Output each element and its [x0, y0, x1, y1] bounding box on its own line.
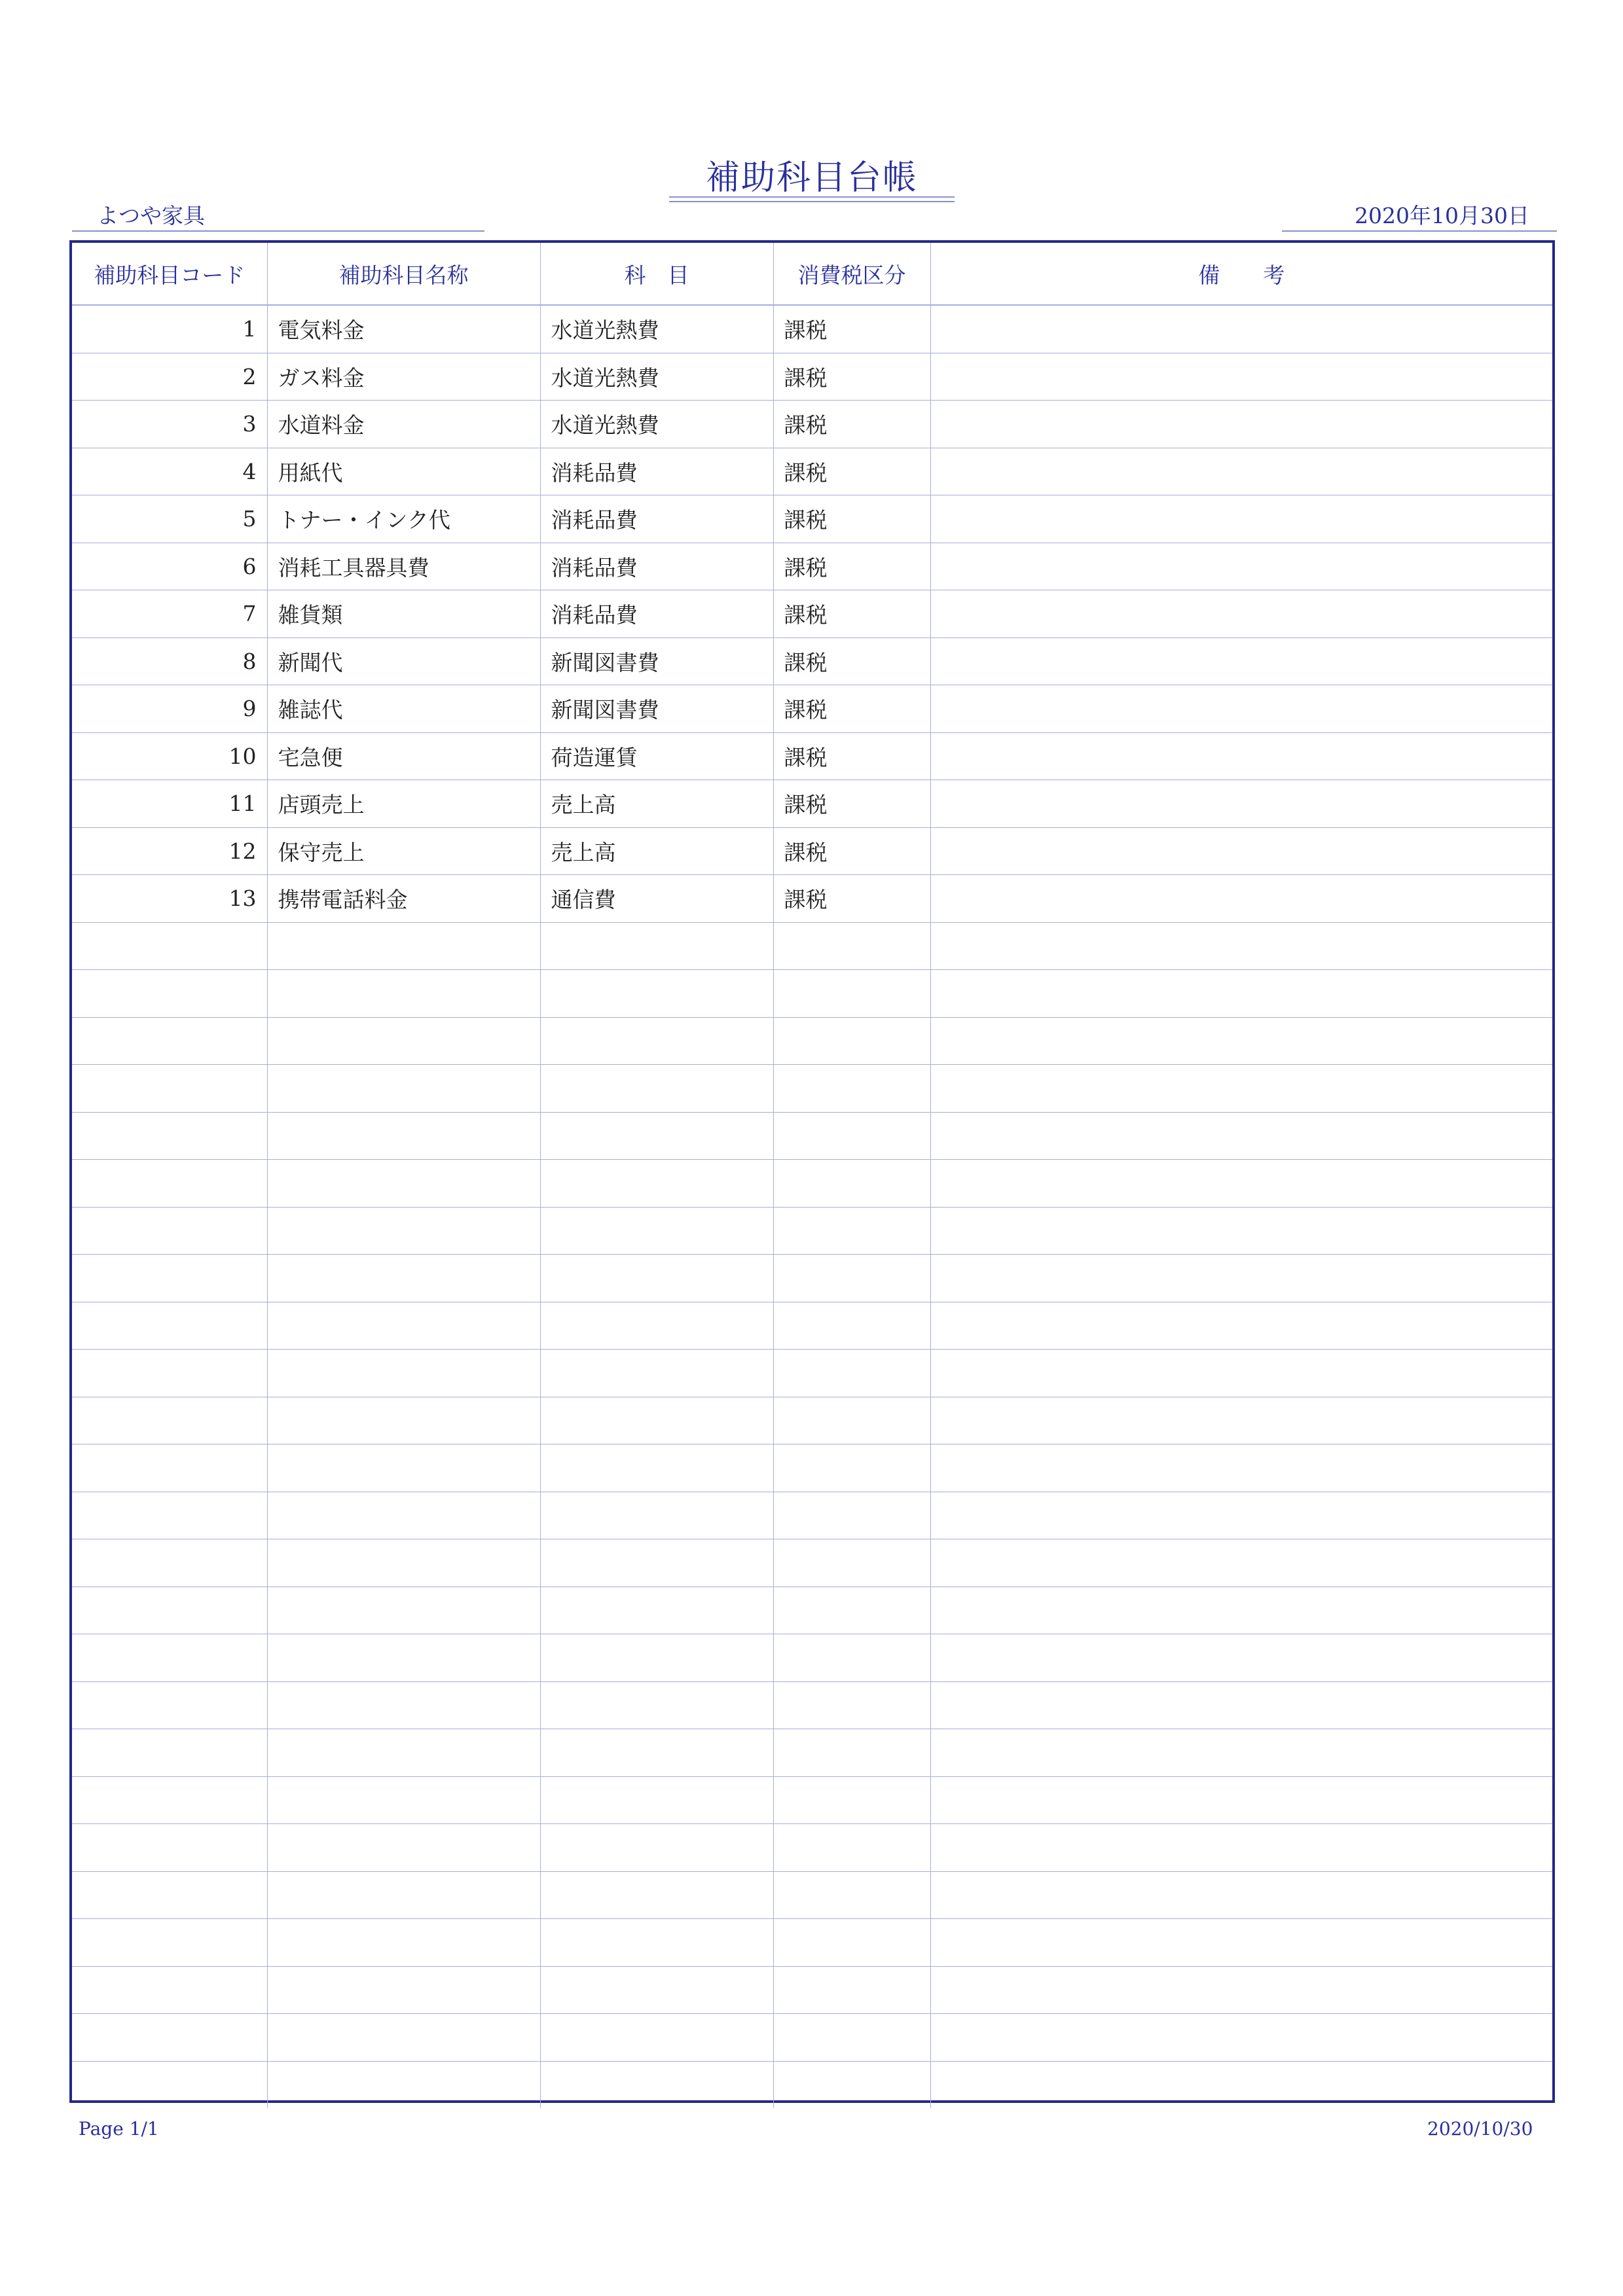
cell-note: [930, 922, 1552, 970]
cell-code: 7: [72, 590, 267, 638]
cell-note: [930, 1017, 1552, 1065]
cell-code: 8: [72, 637, 267, 685]
cell-account: [540, 970, 773, 1018]
cell-tax: [773, 1824, 930, 1872]
cell-name: [267, 1966, 540, 2014]
cell-note: [930, 1444, 1552, 1492]
table-row: [72, 1160, 1552, 1208]
company-name: よつや家具: [72, 200, 484, 232]
cell-name: 新聞代: [267, 637, 540, 685]
cell-name: 雑誌代: [267, 685, 540, 733]
cell-note: [930, 1587, 1552, 1634]
cell-name: 店頭売上: [267, 780, 540, 828]
cell-account: 売上高: [540, 827, 773, 875]
cell-tax: [773, 970, 930, 1018]
cell-name: [267, 1919, 540, 1967]
cell-account: [540, 922, 773, 970]
table-row: [72, 875, 1552, 923]
cell-note: [930, 353, 1552, 401]
cell-tax: [773, 1919, 930, 1967]
column-header-code: 補助科目コード: [72, 243, 267, 305]
column-header-tax: 消費税区分: [773, 243, 930, 305]
cell-code: 13: [72, 875, 267, 923]
cell-tax: 課税: [773, 401, 930, 448]
table-row: [72, 448, 1552, 495]
cell-note: [930, 1729, 1552, 1777]
cell-note: [930, 1492, 1552, 1539]
cell-account: [540, 1587, 773, 1634]
cell-name: [267, 970, 540, 1018]
cell-account: [540, 1681, 773, 1729]
report-date: 2020年10月30日: [1282, 200, 1557, 232]
cell-account: [540, 1112, 773, 1160]
cell-code: [72, 1350, 267, 1397]
cell-note: [930, 827, 1552, 875]
table-row: [72, 590, 1552, 638]
cell-name: [267, 2061, 540, 2108]
cell-tax: [773, 1207, 930, 1255]
cell-account: [540, 1302, 773, 1350]
cell-account: 消耗品費: [540, 448, 773, 495]
cell-tax: [773, 1160, 930, 1208]
cell-account: [540, 1966, 773, 2014]
cell-account: [540, 1207, 773, 1255]
table-row: [72, 780, 1552, 828]
cell-name: [267, 1539, 540, 1587]
cell-note: [930, 1207, 1552, 1255]
cell-code: [72, 1587, 267, 1634]
cell-code: [72, 1017, 267, 1065]
cell-note: [930, 1350, 1552, 1397]
cell-code: [72, 1824, 267, 1872]
cell-code: [72, 1302, 267, 1350]
cell-account: 売上高: [540, 780, 773, 828]
cell-tax: [773, 1634, 930, 1682]
ledger-table-frame: [69, 240, 1555, 2103]
cell-name: 保守売上: [267, 827, 540, 875]
cell-code: [72, 1681, 267, 1729]
cell-name: [267, 1255, 540, 1302]
title-underline: [669, 201, 955, 202]
cell-code: 5: [72, 495, 267, 543]
cell-name: [267, 1492, 540, 1539]
cell-code: [72, 1397, 267, 1444]
cell-code: 4: [72, 448, 267, 495]
cell-note: [930, 401, 1552, 448]
table-row: [72, 1966, 1552, 2014]
cell-account: 新聞図書費: [540, 637, 773, 685]
cell-name: [267, 1397, 540, 1444]
table-row: [72, 353, 1552, 401]
table-row: [72, 1017, 1552, 1065]
cell-note: [930, 495, 1552, 543]
cell-note: [930, 685, 1552, 733]
cell-account: [540, 2014, 773, 2062]
cell-name: 消耗工具器具費: [267, 543, 540, 590]
table-row: [72, 1444, 1552, 1492]
cell-note: [930, 1255, 1552, 1302]
cell-code: 9: [72, 685, 267, 733]
cell-code: 3: [72, 401, 267, 448]
cell-tax: [773, 2014, 930, 2062]
cell-account: 水道光熱費: [540, 305, 773, 353]
cell-account: [540, 1160, 773, 1208]
cell-code: [72, 1444, 267, 1492]
cell-tax: [773, 1681, 930, 1729]
cell-code: [72, 1776, 267, 1824]
table-row: [72, 1681, 1552, 1729]
cell-note: [930, 732, 1552, 780]
cell-account: [540, 1017, 773, 1065]
table-row: [72, 1587, 1552, 1634]
cell-tax: [773, 1492, 930, 1539]
cell-account: [540, 1397, 773, 1444]
print-date: 2020/10/30: [1427, 2118, 1533, 2140]
table-row: [72, 1919, 1552, 1967]
cell-code: [72, 1255, 267, 1302]
cell-tax: [773, 1776, 930, 1824]
cell-code: [72, 1539, 267, 1587]
cell-tax: 課税: [773, 543, 930, 590]
cell-code: 1: [72, 305, 267, 353]
table-header-row: [72, 243, 1552, 305]
table-row: [72, 305, 1552, 353]
table-row: [72, 1397, 1552, 1444]
cell-note: [930, 448, 1552, 495]
cell-tax: [773, 1966, 930, 2014]
cell-code: [72, 2061, 267, 2108]
cell-note: [930, 970, 1552, 1018]
cell-account: 消耗品費: [540, 495, 773, 543]
cell-code: 10: [72, 732, 267, 780]
cell-account: 荷造運賃: [540, 732, 773, 780]
cell-note: [930, 2014, 1552, 2062]
table-row: [72, 1350, 1552, 1397]
table-row: [72, 685, 1552, 733]
cell-note: [930, 1966, 1552, 2014]
cell-name: [267, 1302, 540, 1350]
cell-code: [72, 1966, 267, 2014]
cell-account: [540, 1539, 773, 1587]
table-row: [72, 732, 1552, 780]
cell-name: [267, 1681, 540, 1729]
cell-account: [540, 1634, 773, 1682]
cell-code: 12: [72, 827, 267, 875]
cell-account: 新聞図書費: [540, 685, 773, 733]
cell-code: 2: [72, 353, 267, 401]
cell-tax: [773, 1350, 930, 1397]
column-header-name: 補助科目名称: [267, 243, 540, 305]
cell-tax: [773, 922, 930, 970]
cell-note: [930, 1871, 1552, 1919]
table-row: [72, 1492, 1552, 1539]
column-header-note: 備 考: [930, 243, 1552, 305]
cell-account: 水道光熱費: [540, 401, 773, 448]
cell-note: [930, 637, 1552, 685]
cell-tax: 課税: [773, 495, 930, 543]
cell-name: [267, 1587, 540, 1634]
cell-code: [72, 970, 267, 1018]
table-row: [72, 495, 1552, 543]
cell-name: ガス料金: [267, 353, 540, 401]
cell-name: [267, 1017, 540, 1065]
cell-tax: [773, 1871, 930, 1919]
table-row: [72, 1729, 1552, 1777]
cell-name: [267, 922, 540, 970]
table-row: [72, 1824, 1552, 1872]
cell-name: トナー・インク代: [267, 495, 540, 543]
cell-account: [540, 1919, 773, 1967]
table-row: [72, 1871, 1552, 1919]
ledger-table: [72, 243, 1552, 2108]
cell-name: [267, 1824, 540, 1872]
table-row: [72, 970, 1552, 1018]
cell-code: [72, 2014, 267, 2062]
title-underline: [669, 196, 955, 198]
cell-note: [930, 305, 1552, 353]
cell-tax: 課税: [773, 448, 930, 495]
cell-code: [72, 1112, 267, 1160]
cell-note: [930, 1824, 1552, 1872]
cell-account: 通信費: [540, 875, 773, 923]
table-row: [72, 922, 1552, 970]
cell-note: [930, 1160, 1552, 1208]
cell-tax: [773, 1587, 930, 1634]
cell-code: [72, 1871, 267, 1919]
cell-tax: 課税: [773, 732, 930, 780]
cell-name: 雑貨類: [267, 590, 540, 638]
cell-note: [930, 1681, 1552, 1729]
cell-name: [267, 1776, 540, 1824]
cell-note: [930, 1397, 1552, 1444]
cell-code: [72, 922, 267, 970]
column-header-account: 科 目: [540, 243, 773, 305]
cell-tax: [773, 1112, 930, 1160]
cell-code: [72, 1492, 267, 1539]
cell-name: [267, 1871, 540, 1919]
cell-account: [540, 1729, 773, 1777]
cell-name: [267, 1207, 540, 1255]
cell-tax: 課税: [773, 353, 930, 401]
cell-tax: 課税: [773, 780, 930, 828]
cell-name: [267, 2014, 540, 2062]
cell-tax: [773, 1444, 930, 1492]
table-row: [72, 827, 1552, 875]
table-row: [72, 2014, 1552, 2062]
cell-tax: 課税: [773, 590, 930, 638]
cell-code: [72, 1919, 267, 1967]
cell-name: [267, 1444, 540, 1492]
cell-tax: 課税: [773, 685, 930, 733]
cell-account: [540, 2061, 773, 2108]
table-row: [72, 1112, 1552, 1160]
table-row: [72, 1065, 1552, 1113]
cell-code: [72, 1160, 267, 1208]
page-number: Page 1/1: [79, 2118, 159, 2140]
cell-account: [540, 1255, 773, 1302]
cell-account: 消耗品費: [540, 590, 773, 638]
table-row: [72, 2061, 1552, 2108]
cell-tax: 課税: [773, 875, 930, 923]
table-row: [72, 1776, 1552, 1824]
table-row: [72, 1302, 1552, 1350]
cell-name: 電気料金: [267, 305, 540, 353]
cell-code: 6: [72, 543, 267, 590]
cell-tax: [773, 1539, 930, 1587]
table-row: [72, 1255, 1552, 1302]
cell-tax: 課税: [773, 305, 930, 353]
cell-note: [930, 1302, 1552, 1350]
cell-account: [540, 1444, 773, 1492]
cell-account: [540, 1871, 773, 1919]
cell-tax: [773, 2061, 930, 2108]
cell-name: [267, 1350, 540, 1397]
cell-tax: 課税: [773, 637, 930, 685]
cell-account: 水道光熱費: [540, 353, 773, 401]
cell-note: [930, 1919, 1552, 1967]
cell-note: [930, 1112, 1552, 1160]
cell-account: [540, 1492, 773, 1539]
cell-note: [930, 780, 1552, 828]
cell-name: 水道料金: [267, 401, 540, 448]
cell-account: 消耗品費: [540, 543, 773, 590]
cell-name: [267, 1112, 540, 1160]
cell-name: 宅急便: [267, 732, 540, 780]
table-row: [72, 1539, 1552, 1587]
cell-note: [930, 1634, 1552, 1682]
cell-code: [72, 1065, 267, 1113]
table-row: [72, 637, 1552, 685]
cell-name: 携帯電話料金: [267, 875, 540, 923]
cell-name: [267, 1065, 540, 1113]
cell-account: [540, 1776, 773, 1824]
cell-name: 用紙代: [267, 448, 540, 495]
cell-note: [930, 590, 1552, 638]
cell-tax: [773, 1397, 930, 1444]
cell-name: [267, 1729, 540, 1777]
cell-account: [540, 1350, 773, 1397]
cell-code: [72, 1729, 267, 1777]
cell-tax: [773, 1065, 930, 1113]
cell-name: [267, 1160, 540, 1208]
cell-tax: [773, 1255, 930, 1302]
table-body: [72, 305, 1552, 2108]
cell-name: [267, 1634, 540, 1682]
cell-tax: [773, 1017, 930, 1065]
table-row: [72, 543, 1552, 590]
cell-account: [540, 1824, 773, 1872]
cell-note: [930, 1065, 1552, 1113]
table-row: [72, 1634, 1552, 1682]
cell-account: [540, 1065, 773, 1113]
cell-tax: [773, 1729, 930, 1777]
cell-code: [72, 1634, 267, 1682]
cell-note: [930, 875, 1552, 923]
table-row: [72, 1207, 1552, 1255]
cell-code: 11: [72, 780, 267, 828]
cell-note: [930, 1776, 1552, 1824]
cell-note: [930, 1539, 1552, 1587]
cell-note: [930, 2061, 1552, 2108]
cell-code: [72, 1207, 267, 1255]
cell-tax: 課税: [773, 827, 930, 875]
cell-tax: [773, 1302, 930, 1350]
cell-note: [930, 543, 1552, 590]
page-title: 補助科目台帳: [705, 158, 918, 198]
table-row: [72, 401, 1552, 448]
